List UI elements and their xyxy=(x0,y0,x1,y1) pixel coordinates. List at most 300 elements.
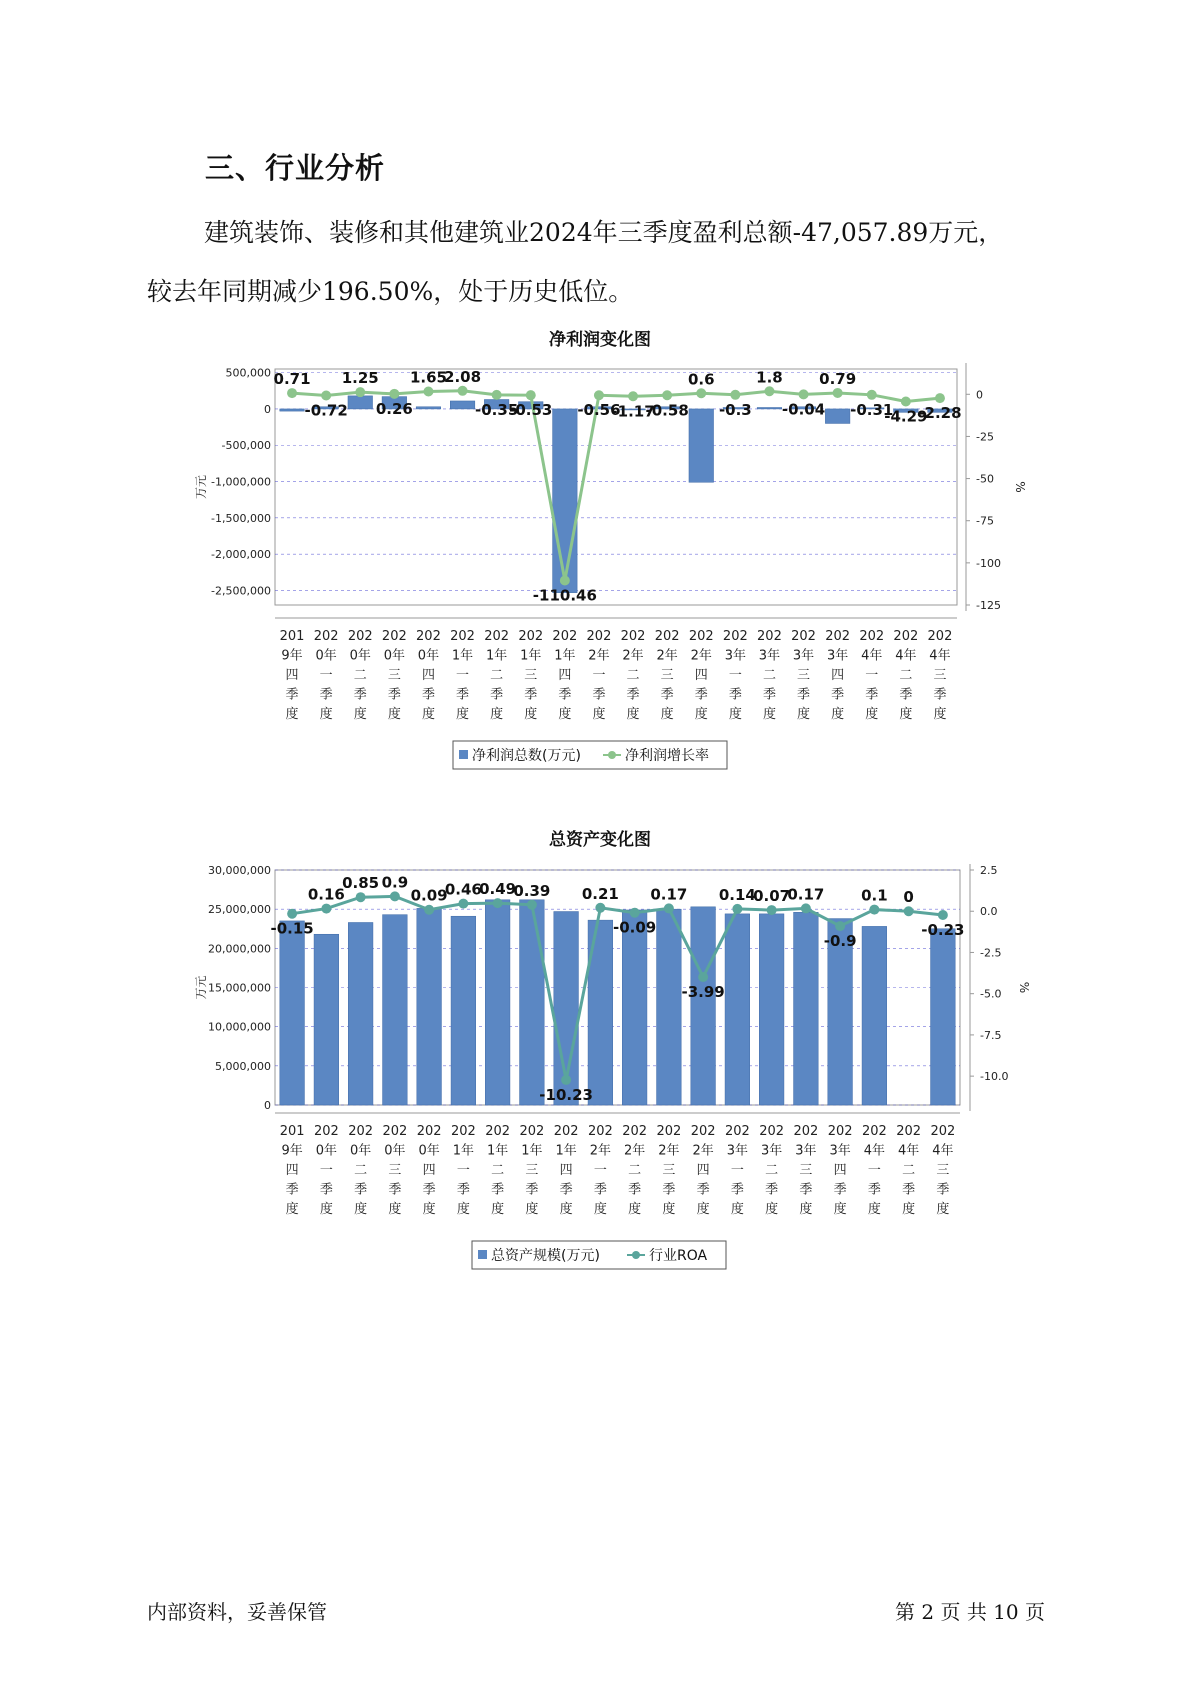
x-tick-label: 四 xyxy=(422,1163,436,1178)
x-tick-label: 202 xyxy=(450,1124,476,1139)
x-tick-label: 4年 xyxy=(863,1143,886,1159)
x-tick-label: 季 xyxy=(662,1182,676,1198)
data-label: -0.72 xyxy=(304,401,348,420)
x-tick-label: 度 xyxy=(592,707,606,722)
data-label: -0.56 xyxy=(577,401,621,420)
data-label: -0.9 xyxy=(823,932,857,951)
line-point xyxy=(356,892,366,902)
line-point xyxy=(321,390,331,400)
legend-bar-label: 总资产规模(万元) xyxy=(491,1248,600,1264)
data-label: -0.53 xyxy=(509,401,553,420)
x-tick-label: 季 xyxy=(765,1182,779,1198)
x-tick-label: 202 xyxy=(552,629,578,644)
x-tick-label: 二 xyxy=(899,668,913,683)
x-tick-label: 202 xyxy=(519,1124,545,1139)
x-tick-label: 3年 xyxy=(724,648,746,664)
data-label: 1.25 xyxy=(341,369,379,388)
x-tick-label: 度 xyxy=(524,707,538,722)
x-tick-label: 0年 xyxy=(315,648,337,664)
y-tick-label: 25,000,000 xyxy=(208,903,271,917)
x-tick-label: 202 xyxy=(450,629,475,644)
x-tick-label: 季 xyxy=(524,687,538,703)
x-tick-label: 度 xyxy=(559,1202,573,1217)
x-tick-label: 0年 xyxy=(417,648,440,664)
x-tick-label: 季 xyxy=(319,1182,333,1198)
bar xyxy=(931,929,956,1105)
x-tick-label: 2年 xyxy=(622,648,644,664)
x-tick-label: 202 xyxy=(416,1124,442,1139)
x-tick-label: 四 xyxy=(694,668,708,683)
bar xyxy=(553,409,578,593)
x-tick-label: 3年 xyxy=(760,1143,783,1159)
data-label: -0.3 xyxy=(718,400,752,419)
x-tick-label: 度 xyxy=(833,1202,847,1217)
x-tick-label: 度 xyxy=(319,707,333,722)
x-tick-label: 季 xyxy=(388,1182,402,1198)
line-point xyxy=(764,386,774,396)
x-tick-label: 4年 xyxy=(929,648,951,664)
x-tick-label: 9年 xyxy=(281,1143,303,1159)
x-tick-label: 季 xyxy=(525,1182,539,1198)
x-tick-label: 二 xyxy=(354,1163,368,1178)
x-tick-label: 四 xyxy=(285,668,299,683)
x-tick-label: 季 xyxy=(628,1182,642,1198)
data-label: 0.79 xyxy=(819,369,857,388)
x-tick-label: 1年 xyxy=(554,648,576,664)
legend-line-marker xyxy=(632,1251,640,1259)
line-point xyxy=(561,1075,571,1085)
section-heading: 三、行业分析 xyxy=(205,151,386,185)
x-tick-label: 季 xyxy=(559,1182,573,1198)
x-tick-label: 度 xyxy=(662,1202,676,1217)
x-tick-label: 度 xyxy=(765,1202,779,1217)
bar xyxy=(348,922,373,1105)
x-tick-label: 2年 xyxy=(656,648,678,664)
x-tick-label: 二 xyxy=(762,668,776,683)
y-tick-label: 0 xyxy=(264,402,271,416)
bar xyxy=(383,915,408,1105)
y2-tick-label: -10.0 xyxy=(980,1070,1009,1084)
x-tick-label: 季 xyxy=(387,687,401,703)
x-tick-label: 季 xyxy=(490,687,504,703)
x-tick-label: 202 xyxy=(622,1124,648,1139)
x-tick-label: 202 xyxy=(861,1124,887,1139)
line-point xyxy=(594,390,604,400)
x-tick-label: 三 xyxy=(797,668,811,683)
y2-axis-title: % xyxy=(1013,481,1027,493)
x-tick-label: 季 xyxy=(865,687,879,703)
bar xyxy=(825,409,850,424)
line-point xyxy=(628,391,638,401)
x-tick-label: 季 xyxy=(285,687,299,703)
line-point xyxy=(424,905,434,915)
x-tick-label: 季 xyxy=(936,1182,950,1198)
line-point xyxy=(458,386,468,396)
x-tick-label: 季 xyxy=(491,1182,505,1198)
x-tick-label: 0年 xyxy=(384,1143,406,1159)
x-tick-label: 四 xyxy=(558,668,572,683)
data-label: 0.21 xyxy=(581,884,619,903)
y-tick-label: -1,500,000 xyxy=(211,511,271,525)
x-tick-label: 3年 xyxy=(827,648,849,664)
bar xyxy=(348,396,373,409)
data-label: -10.23 xyxy=(539,1085,593,1104)
x-tick-label: 一 xyxy=(592,668,606,683)
y2-tick-label: -7.5 xyxy=(980,1028,1002,1042)
data-label: 1.8 xyxy=(756,368,783,387)
x-tick-label: 202 xyxy=(759,1124,785,1139)
x-tick-label: 202 xyxy=(793,1124,819,1139)
x-tick-label: 季 xyxy=(730,1182,744,1198)
x-tick-label: 202 xyxy=(313,629,339,644)
data-label: -0.04 xyxy=(781,400,826,419)
x-tick-label: 202 xyxy=(825,629,851,644)
data-label: 0.49 xyxy=(479,880,517,899)
x-tick-label: 季 xyxy=(319,687,333,703)
x-tick-label: 一 xyxy=(319,1163,333,1178)
line-point xyxy=(321,904,331,914)
x-tick-label: 季 xyxy=(660,687,674,703)
data-label: 0.71 xyxy=(273,370,311,389)
x-tick-label: 季 xyxy=(899,687,913,703)
line-point xyxy=(799,389,809,399)
x-tick-label: 季 xyxy=(456,1182,470,1198)
x-tick-label: 202 xyxy=(587,1124,613,1139)
total-assets-chart xyxy=(170,855,1050,1280)
x-tick-label: 度 xyxy=(831,707,845,722)
x-tick-label: 度 xyxy=(933,707,947,722)
line-point xyxy=(287,909,297,919)
x-tick-label: 季 xyxy=(593,1182,607,1198)
x-tick-label: 季 xyxy=(354,1182,368,1198)
y2-tick-label: -5.0 xyxy=(980,987,1002,1001)
x-tick-label: 季 xyxy=(353,687,367,703)
x-tick-label: 202 xyxy=(313,1124,339,1139)
x-tick-label: 202 xyxy=(656,1124,682,1139)
y-tick-label: 500,000 xyxy=(225,366,271,380)
x-tick-label: 202 xyxy=(382,1124,408,1139)
x-tick-label: 202 xyxy=(586,629,612,644)
x-tick-label: 度 xyxy=(762,707,776,722)
x-tick-label: 3年 xyxy=(792,648,815,664)
data-label: 0.26 xyxy=(375,399,413,418)
x-tick-label: 0年 xyxy=(349,1143,372,1159)
x-tick-label: 度 xyxy=(902,1202,916,1217)
x-tick-label: 季 xyxy=(422,1182,436,1198)
x-tick-label: 2年 xyxy=(692,1143,714,1159)
x-tick-label: 4年 xyxy=(897,1143,920,1159)
y2-tick-label: -2.5 xyxy=(980,946,1002,960)
x-tick-label: 季 xyxy=(799,1182,813,1198)
data-label: 0 xyxy=(903,888,914,907)
data-label: 0.6 xyxy=(687,370,715,389)
bar xyxy=(691,907,716,1105)
line-point xyxy=(869,905,879,915)
x-tick-label: 1年 xyxy=(555,1143,577,1159)
x-tick-label: 度 xyxy=(525,1202,539,1217)
y-tick-label: -2,000,000 xyxy=(211,548,271,562)
x-tick-label: 1年 xyxy=(486,648,508,664)
data-label: -0.58 xyxy=(645,401,689,420)
data-label: -0.31 xyxy=(850,400,894,419)
y-axis-title: 万元 xyxy=(194,975,208,1000)
x-tick-label: 二 xyxy=(765,1163,779,1178)
x-tick-label: 二 xyxy=(626,668,640,683)
bar xyxy=(862,926,887,1105)
bar xyxy=(725,914,750,1105)
y2-tick-label: 0.0 xyxy=(980,905,998,919)
bar xyxy=(450,401,475,409)
x-tick-label: 四 xyxy=(831,668,845,683)
y2-axis-title: % xyxy=(1017,981,1031,994)
legend-bar-label: 净利润总数(万元) xyxy=(472,748,581,764)
y-tick-label: 20,000,000 xyxy=(208,942,271,956)
y-tick-label: -2,500,000 xyxy=(211,584,271,598)
x-tick-label: 季 xyxy=(831,687,845,703)
data-label: 0.17 xyxy=(787,885,825,904)
x-tick-label: 202 xyxy=(859,629,885,644)
x-tick-label: 202 xyxy=(347,629,373,644)
x-tick-label: 202 xyxy=(654,629,680,644)
data-label: 0.17 xyxy=(650,885,688,904)
x-tick-label: 三 xyxy=(799,1163,813,1178)
bar xyxy=(485,900,510,1105)
y-axis-title: 万元 xyxy=(194,474,208,500)
x-tick-label: 季 xyxy=(558,687,572,703)
data-label: 2.08 xyxy=(444,367,482,386)
x-tick-label: 2年 xyxy=(690,648,712,664)
x-tick-label: 二 xyxy=(353,668,367,683)
x-tick-label: 度 xyxy=(285,707,299,722)
x-tick-label: 季 xyxy=(456,687,470,703)
line-point xyxy=(662,390,672,400)
x-tick-label: 3年 xyxy=(795,1143,817,1159)
footer-note: 内部资料，妥善保管 xyxy=(147,1600,327,1624)
x-tick-label: 二 xyxy=(490,668,504,683)
x-tick-label: 四 xyxy=(696,1163,710,1178)
x-tick-label: 四 xyxy=(833,1163,847,1178)
x-tick-label: 季 xyxy=(592,687,606,703)
x-tick-label: 度 xyxy=(490,707,504,722)
x-tick-label: 202 xyxy=(518,629,544,644)
line-point xyxy=(389,389,399,399)
line-point xyxy=(767,905,777,915)
x-tick-label: 一 xyxy=(728,668,742,683)
x-tick-label: 202 xyxy=(722,629,748,644)
y2-tick-label: 2.5 xyxy=(980,864,998,877)
legend-line-marker xyxy=(608,751,616,759)
x-tick-label: 三 xyxy=(388,1163,402,1178)
x-tick-label: 202 xyxy=(930,1124,956,1139)
x-tick-label: 度 xyxy=(867,1202,881,1217)
bar xyxy=(417,908,442,1105)
line-point xyxy=(355,387,365,397)
line-point xyxy=(458,899,468,909)
x-tick-label: 202 xyxy=(791,629,816,644)
x-tick-label: 1年 xyxy=(451,648,474,664)
y2-tick-label: -75 xyxy=(976,514,994,528)
x-tick-label: 2年 xyxy=(658,1143,680,1159)
x-tick-label: 202 xyxy=(927,629,953,644)
x-tick-label: 2年 xyxy=(623,1143,646,1159)
bar xyxy=(622,910,647,1105)
net-profit-chart xyxy=(170,355,1050,780)
x-tick-label: 二 xyxy=(902,1163,916,1178)
legend-line-label: 净利润增长率 xyxy=(625,748,709,764)
x-tick-label: 一 xyxy=(730,1163,744,1178)
y2-tick-label: -100 xyxy=(976,556,1001,570)
data-label: -4.29 xyxy=(884,407,928,426)
x-tick-label: 1年 xyxy=(486,1143,509,1159)
x-tick-label: 季 xyxy=(728,687,742,703)
x-tick-label: 季 xyxy=(902,1182,916,1198)
x-tick-label: 季 xyxy=(696,1182,710,1198)
x-tick-label: 4年 xyxy=(932,1143,954,1159)
line-point xyxy=(835,921,845,931)
x-tick-label: 202 xyxy=(690,1124,716,1139)
page-number: 第 2 页 共 10 页 xyxy=(895,1600,1045,1624)
chart-1-title: 净利润变化图 xyxy=(549,330,651,350)
x-tick-label: 度 xyxy=(696,1202,710,1217)
x-tick-label: 2年 xyxy=(588,648,610,664)
y2-tick-label: -50 xyxy=(976,472,994,486)
bar xyxy=(657,909,682,1105)
data-label: 0.39 xyxy=(513,881,551,900)
x-tick-label: 4年 xyxy=(895,648,917,664)
x-tick-label: 202 xyxy=(381,629,407,644)
line-point xyxy=(935,393,945,403)
x-tick-label: 度 xyxy=(797,707,811,722)
line-point xyxy=(630,908,640,918)
x-tick-label: 度 xyxy=(558,707,572,722)
x-tick-label: 一 xyxy=(867,1163,881,1178)
y-tick-label: 15,000,000 xyxy=(208,981,271,995)
line-point xyxy=(560,575,570,585)
line-point xyxy=(390,891,400,901)
data-label: -0.15 xyxy=(270,919,314,938)
x-tick-label: 201 xyxy=(279,629,305,644)
legend-line-label: 行业ROA xyxy=(649,1248,708,1264)
x-tick-label: 9年 xyxy=(281,648,303,664)
x-tick-label: 四 xyxy=(285,1163,299,1178)
line-point xyxy=(492,390,502,400)
data-label: -0.35 xyxy=(475,400,519,419)
x-tick-label: 3年 xyxy=(829,1143,851,1159)
legend-bar-swatch xyxy=(459,750,468,759)
bar xyxy=(314,934,339,1105)
data-label: 0.46 xyxy=(444,880,482,899)
x-tick-label: 三 xyxy=(387,668,401,683)
bar xyxy=(280,409,305,411)
x-tick-label: 度 xyxy=(936,1202,950,1217)
y2-tick-label: 0 xyxy=(976,388,983,402)
data-label: 1.65 xyxy=(409,368,447,387)
x-tick-label: 度 xyxy=(865,707,879,722)
data-label: -3.99 xyxy=(681,983,725,1002)
bar xyxy=(280,921,305,1105)
x-tick-label: 202 xyxy=(893,629,919,644)
x-tick-label: 季 xyxy=(421,687,435,703)
line-point xyxy=(423,387,433,397)
x-tick-label: 1年 xyxy=(452,1143,475,1159)
line-point xyxy=(904,906,914,916)
y2-tick-label: -25 xyxy=(976,430,994,444)
x-tick-label: 202 xyxy=(553,1124,579,1139)
x-tick-label: 季 xyxy=(285,1182,299,1198)
data-label: -0.09 xyxy=(613,918,657,937)
line-point xyxy=(833,388,843,398)
data-label: 0.09 xyxy=(410,886,448,905)
x-tick-label: 三 xyxy=(660,668,674,683)
x-tick-label: 一 xyxy=(319,668,333,683)
x-tick-label: 201 xyxy=(279,1124,305,1139)
x-tick-label: 度 xyxy=(730,1202,744,1217)
x-tick-label: 202 xyxy=(757,629,782,644)
bar xyxy=(757,407,782,408)
data-label: 0.85 xyxy=(342,874,380,893)
x-tick-label: 度 xyxy=(388,1202,402,1217)
x-tick-label: 三 xyxy=(524,668,538,683)
data-label: -110.46 xyxy=(532,586,597,605)
line-point xyxy=(595,903,605,913)
x-tick-label: 季 xyxy=(626,687,640,703)
x-tick-label: 0年 xyxy=(349,648,371,664)
data-label: 0.07 xyxy=(753,887,791,906)
line-point xyxy=(901,397,911,407)
bar xyxy=(689,409,714,482)
x-tick-label: 季 xyxy=(797,687,811,703)
y-tick-label: 10,000,000 xyxy=(208,1020,271,1034)
data-label: -1.17 xyxy=(611,402,655,421)
y-tick-label: -1,000,000 xyxy=(211,475,271,489)
x-tick-label: 二 xyxy=(491,1163,505,1178)
x-tick-label: 度 xyxy=(319,1202,333,1217)
line-point xyxy=(287,388,297,398)
line-point xyxy=(867,390,877,400)
data-label: -0.23 xyxy=(921,921,965,940)
x-tick-label: 202 xyxy=(620,629,646,644)
line-point xyxy=(698,972,708,982)
x-tick-label: 度 xyxy=(353,707,367,722)
bar xyxy=(451,916,476,1105)
x-tick-label: 0年 xyxy=(315,1143,338,1159)
chart-2-title: 总资产变化图 xyxy=(549,830,651,850)
x-tick-label: 度 xyxy=(694,707,708,722)
x-tick-label: 0年 xyxy=(418,1143,440,1159)
x-tick-label: 季 xyxy=(933,687,947,703)
x-tick-label: 4年 xyxy=(861,648,883,664)
x-tick-label: 度 xyxy=(285,1202,299,1217)
line-point xyxy=(493,898,503,908)
x-tick-label: 度 xyxy=(422,1202,436,1217)
x-tick-label: 度 xyxy=(354,1202,368,1217)
x-tick-label: 三 xyxy=(525,1163,539,1178)
x-tick-label: 0年 xyxy=(383,648,405,664)
x-tick-label: 202 xyxy=(827,1124,853,1139)
x-tick-label: 度 xyxy=(593,1202,607,1217)
x-tick-label: 三 xyxy=(933,668,947,683)
y-tick-label: 5,000,000 xyxy=(215,1059,271,1073)
x-tick-label: 3年 xyxy=(758,648,781,664)
x-tick-label: 202 xyxy=(688,629,714,644)
y-tick-label: 0 xyxy=(264,1099,271,1112)
x-tick-label: 202 xyxy=(896,1124,922,1139)
legend-bar-swatch xyxy=(478,1250,487,1259)
y2-tick-label: -125 xyxy=(976,599,1001,612)
line-point xyxy=(730,390,740,400)
line-point xyxy=(732,904,742,914)
x-tick-label: 202 xyxy=(724,1124,750,1139)
